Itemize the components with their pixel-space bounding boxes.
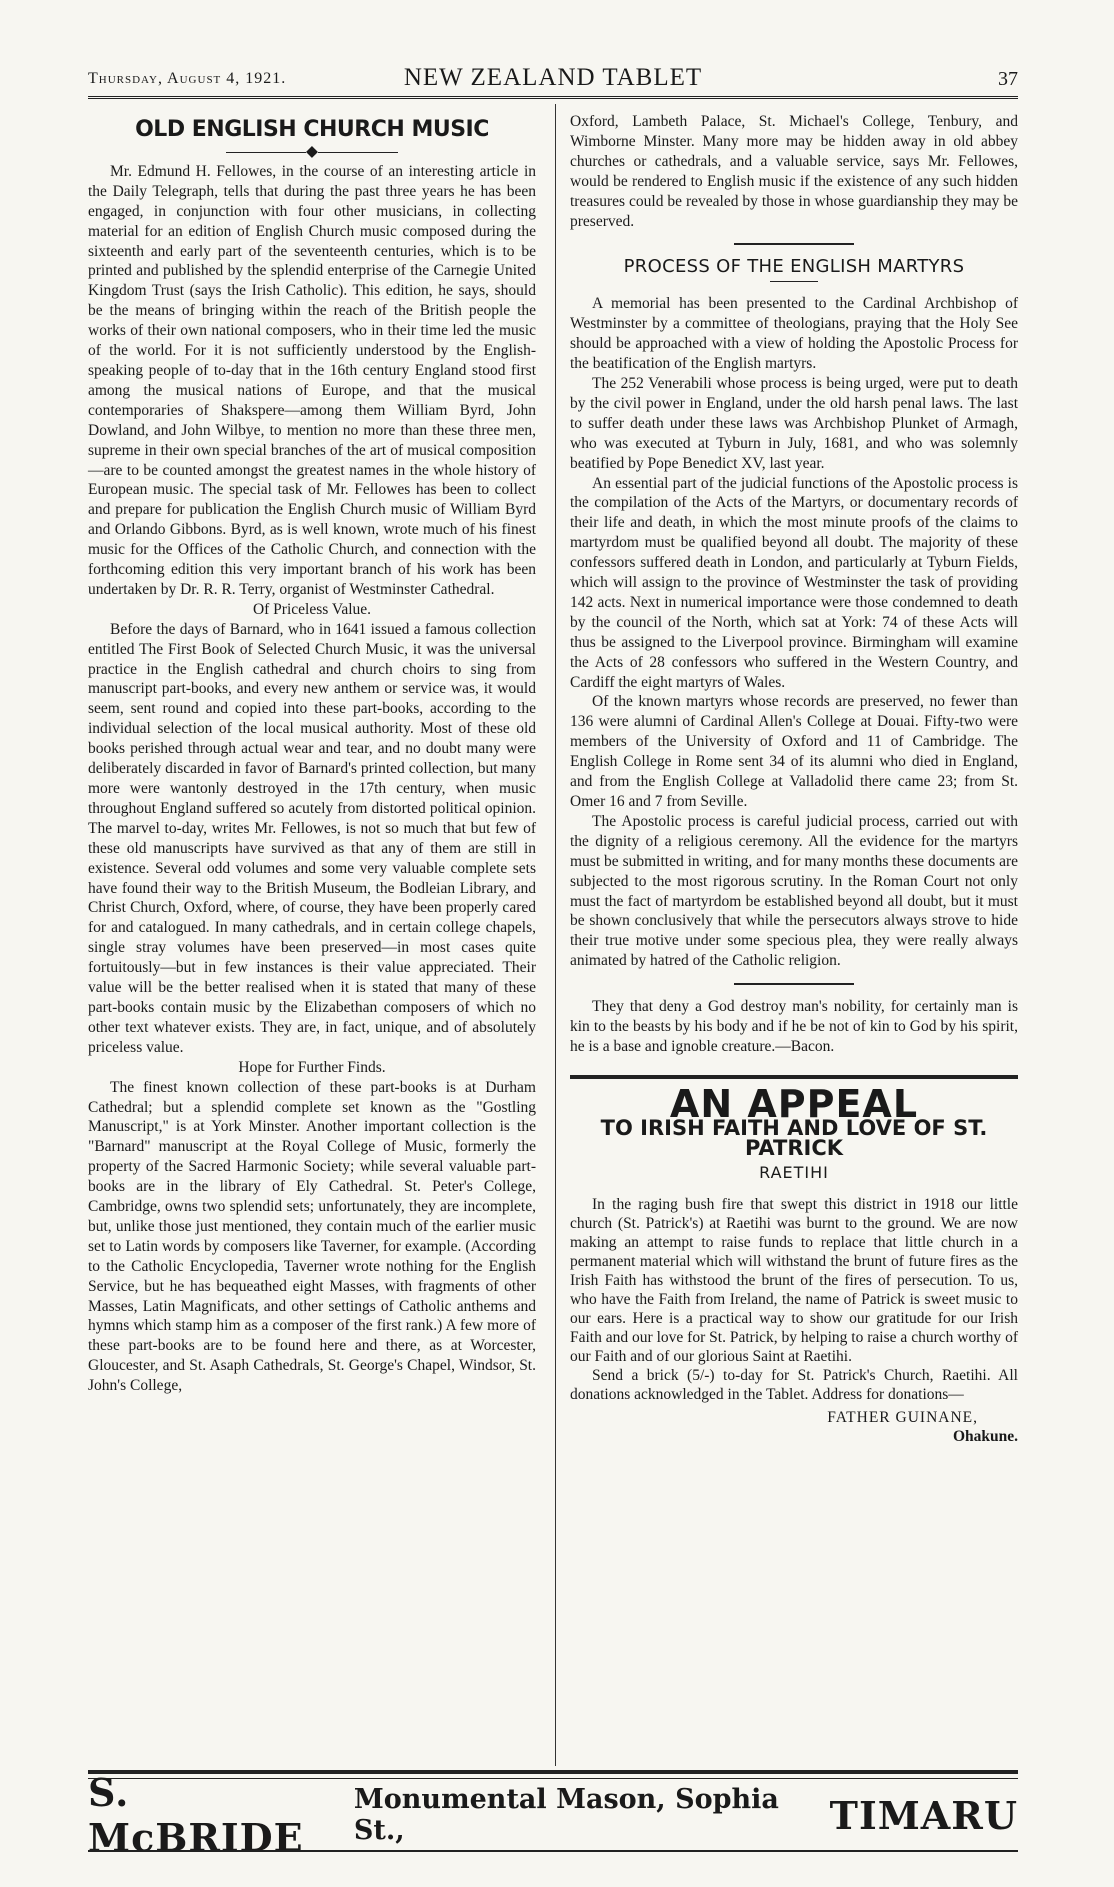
article-paragraph: Mr. Edmund H. Fellowes, in the course of an interesting article in the Daily Telegraph, tells that during the past three years he has been engaged, in conjunction with four other musicians, in collecting material for an edition of English Church music composed during the sixteenth and early part of the seventeenth centuries, which is to be printed and published by the splendid enterprise of the Carnegie United Kingdom Trust (says the Irish Catholic). This edition, he says, should be the means of bringing within the reach of the British people the works of their own national composers, who in their time led the music of the world. For it is not sufficiently understood by the English-speaking people of to-day that in the 16th century England stood first among the musical nations of Europe, and that the musical contemporaries of Shakspere—among them William Byrd, John Dowland, and John Wilbye, to mention no more than these three men, supreme in their own special branches of the art of musical composition—are to be counted amongst the greatest names in the whole history of European music. The special task of Mr. Fellowes has been to collect and prepare for publication the English Church music of William Byrd and Orlando Gibbons. Byrd, as is well known, wrote much of his finest music for the Offices of the Catholic Church, and connection with the forthcoming edition this very important branch of his work has been undertaken by Dr. R. R. Terry, organist of Westminster Cathedral. — [88, 162, 536, 598]
newspaper-title: NEW ZEALAND TABLET — [403, 64, 703, 91]
appeal-paragraph: In the raging bush fire that swept this district in 1918 our little church (St. Patrick's) at Raetihi was burnt to the ground. We are now making an attempt to raise funds to replace that little church in a permanent material which will withstand the brunt of future fires as the Irish Faith has withstood the brunt of the fires of persecution. To us, who have the Faith from Ireland, the name of Patrick is sweet music to our ears. Here is a practical way to show our gratitude for our Irish Faith and our love for St. Patrick, by helping to raise a church worthy of our Faith and of our glorious Saint at Raetihi. — [570, 1195, 1018, 1365]
appeal-box — [570, 1081, 1018, 1446]
article-title-church-music: OLD ENGLISH CHURCH MUSIC — [135, 117, 489, 142]
right-column — [570, 112, 1018, 1446]
appeal-body — [570, 1195, 1018, 1446]
header-rule — [88, 96, 1018, 99]
ad-business-description: Monumental Mason, Sophia St., — [353, 1784, 779, 1846]
article-paragraph: A memorial has been presented to the Cardinal Archbishop of Westminster by a committee of theologians, praying that the Holy See should be approached with a view of holding the Apostolic Process for the beatification of the English martyrs. — [570, 295, 1018, 373]
appeal-town: Ohakune. — [952, 1427, 1018, 1445]
article-paragraph: The Apostolic process is careful judicial process, carried out with the dignity of a religious ceremony. All the evidence for the martyrs must be submitted in writing, and for many months these documents are subjected to the most rigorous scrutiny. In the Roman Court not only must the fact of martyrdom be established beyond all doubt, but it must be shown conclusively that while the persecutors always strove to hide their true motive under some specious plea, they were really always animated by hatred of the Catholic religion. — [570, 812, 1018, 970]
section-divider — [734, 243, 854, 245]
article-paragraph: Of the known martyrs whose records are preserved, no fewer than 136 were alumni of Cardinal Allen's College at Douai. Fifty-two were members of the University of Oxford and 11 of Cambridge. The English College in Rome sent 34 of its alumni who died in England, and from the English College at Valladolid there came 23; from St. Omer 16 and 7 from Seville. — [570, 693, 1018, 810]
page-number: 37 — [998, 68, 1018, 90]
article-paragraph: The finest known collection of these part-books is at Durham Cathedral; but a splendid complete set known as the "Gostling Manuscript," is at York Minster. Another important collection is the "Barnard" manuscript at the Royal College of Music, formerly the property of the Sacred Harmonic Society; while several valuable part-books are in the library of Ely Cathedral. St. Peter's College, Cambridge, owns two splendid sets; unfortunately, they are incomplete, but, unlike those just mentioned, they contain much of the earlier music set to Latin words by composers like Taverner, for example. (According to the Catholic Encyclopedia, Taverner wrote nothing for the English Service, but he has bequeathed eight Masses, with fragments of other Masses, Latin Magnificats, and other settings of Catholic anthems and hymns which stamp him as a composer of the first rank.) A few more of these part-books are to be found here and there, as at Worcester, Gloucester, and St. Asaph Cathedrals, St. George's Chapel, Windsor, St. John's College, — [88, 1078, 536, 1395]
article-paragraph: Before the days of Barnard, who in 1641 issued a famous collection entitled The First Book of Selected Church Music, it was the universal practice in the English cathedral and church choirs to sing from manuscript part-books, and every new anthem or service was, it would seem, sent round and copied into these part-books, according to the individual selection of the local musical authority. Most of these old books perished through actual wear and tear, and no doubt many were deliberately discarded in favor of Barnard's printed collection, but many more were wantonly destroyed in the 17th century, when music throughout England suffered so acutely from distorted political opinion. The marvel to-day, writes Mr. Fellowes, is not so much that but few of these old manuscripts have survived as that any of them are still in existence. Several odd volumes and some very valuable complete sets have found their way to the British Museum, the Bodleian Library, and Christ Church, Oxford, where, of course, they have been properly cared for and catalogued. In many cathedrals, and in certain college chapels, single stray volumes have been preserved—in most cases quite fortuitously—but in few instances is their value appreciated. Their value will be the better realised when it is stated that many of these part-books contain music by the Elizabethan composers of which no other text whatever exists. They are, in fact, unique, and of absolutely priceless value. — [88, 620, 536, 1056]
article-paragraph: The 252 Venerabili whose process is being urged, were put to death by the civil power in England, under the old harsh penal laws. The last to suffer death under these laws was Archbishop Plunket of Armagh, who was executed at Tyburn in July, 1681, and who was solemnly beatified by Pope Benedict XV, last year. — [570, 374, 1018, 472]
appeal-paragraph: Send a brick (5/-) to-day for St. Patrick's Church, Raetihi. All donations acknowledged in the Tablet. Address for donations— — [570, 1366, 1018, 1403]
ad-town: TIMARU — [829, 1792, 1018, 1838]
article-title-martyrs: PROCESS OF THE ENGLISH MARTYRS — [623, 256, 965, 278]
bacon-quote: They that deny a God destroy man's nobility, for certainly man is kin to the beasts by his body and if he be not of kin to God by his spirit, he is a base and ignoble creature.—Bacon. — [570, 998, 1018, 1055]
article-subheading: Of Priceless Value. — [252, 600, 372, 618]
left-column — [88, 112, 536, 1396]
appeal-place: RAETIHI — [759, 1162, 829, 1182]
article-continuation: Oxford, Lambeth Palace, St. Michael's College, Tenbury, and Wimborne Minster. Many more may be hidden away in old abbey churches or cathedrals, and a valuable service, says Mr. Fellowes, would be rendered to English music if the existence of any such hidden treasures could be revealed by those in whose guardianship they may be preserved. — [570, 113, 1018, 230]
article-subheading: Hope for Further Finds. — [238, 1058, 386, 1076]
issue-date: Thursday, August 4, 1921. — [88, 70, 287, 87]
appeal-signer: FATHER GUINANE, — [827, 1408, 978, 1426]
title-ornament: ◆ — [88, 142, 536, 152]
page-header — [88, 62, 1018, 96]
ad-business-name: S. McBRIDE — [88, 1770, 304, 1860]
ad-bottom-rule — [88, 1850, 1018, 1852]
title-underline — [770, 281, 818, 282]
article-paragraph: An essential part of the judicial functions of the Apostolic process is the compilation of the Acts of the Martyrs, or documentary records of their life and death, in which the most minute proofs of the claims to martyrdom must be qualified beyond all doubt. The majority of these confessors suffered death in London, and particularly at Tyburn Fields, which will assign to the province of Westminster the task of providing 142 acts. Next in numerical importance were those condemned to death by the council of the North, which sat at York: 74 of these Acts will thus be assigned to the Liverpool province. Birmingham will examine the Acts of 28 confessors who suffered in the Western Country, and Cardiff the eight martyrs of Wales. — [570, 474, 1018, 691]
appeal-title: AN APPEAL — [669, 1081, 919, 1126]
appeal-subtitle: TO IRISH FAITH AND LOVE OF ST. PATRICK — [600, 1115, 988, 1160]
section-divider — [734, 983, 854, 985]
column-divider — [555, 104, 556, 1766]
advertisement — [88, 1770, 1018, 1860]
appeal-top-rule — [570, 1075, 1018, 1079]
